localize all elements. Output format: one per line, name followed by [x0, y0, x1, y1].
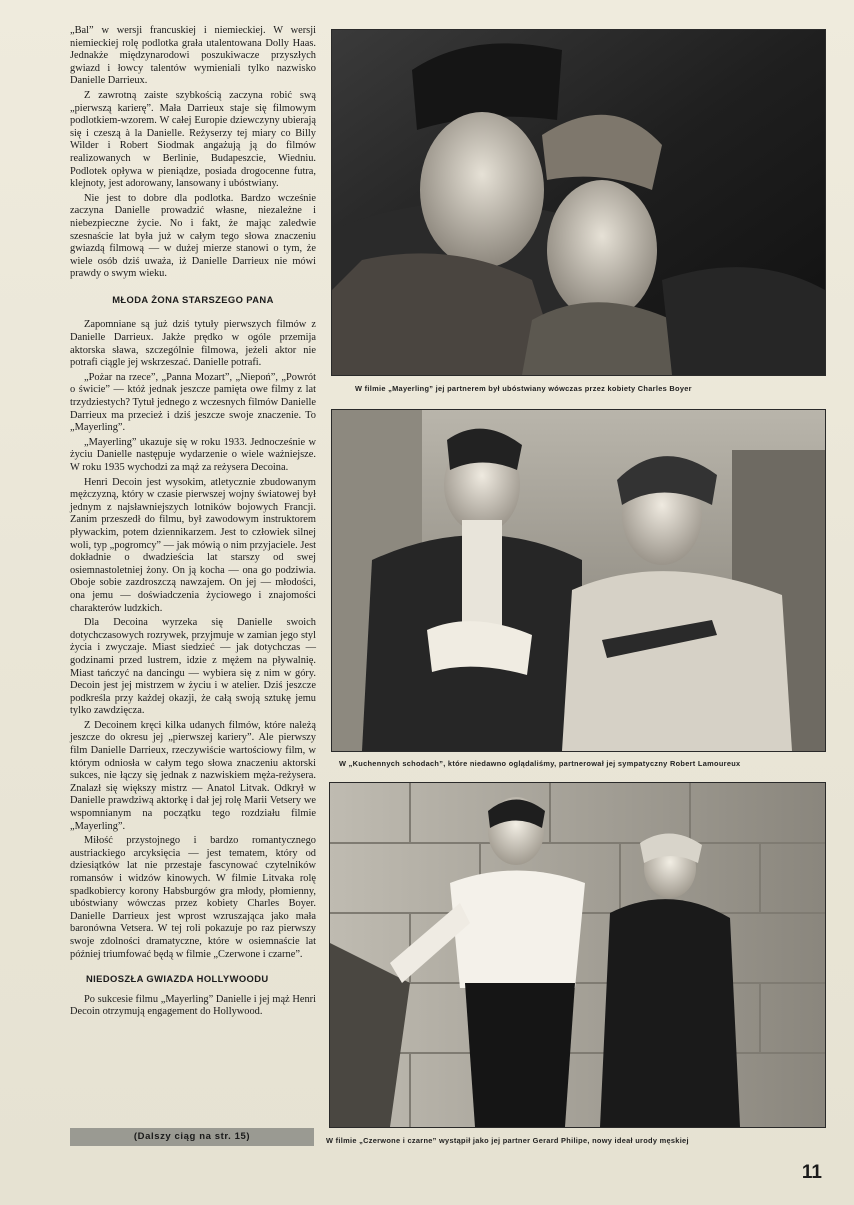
section-heading: NIEDOSZŁA GWIAZDA HOLLYWOODU	[86, 973, 269, 985]
paragraph: Z zawrotną zaiste szybkością zaczyna robić swą „pierwszą karierę”. Mała Darrieux staje się filmowym podlotkiem-wzorem. W całej Europie dziewczyny ubierają się i czeszą à la Danielle. Reżyserzy tej miary co Billy Wilder i Robert Siodmak angażują ją do filmów realizowanych w Berlinie, Budapeszcie, Wiedniu. Podlotek opływa w pieniądze, posiada drogocenne futra, klejnoty, jest adorowany, lansowany i ubóstwiany.	[70, 89, 316, 190]
section-heading: MŁODA ŻONA STARSZEGO PANA	[112, 293, 274, 305]
film-still-kuchenne-schody	[331, 409, 826, 752]
paragraph: „Bal” w wersji francuskiej i niemieckiej. W wersji niemieckiej rolę podlotka grała utalentowana Dolly Haas. Jednakże międzynarodowi poszukiwacze przyszłych gwiazd i łowcy talentów wymieniali tylko nazwisko Danielle Darrieux.	[70, 25, 316, 87]
photo-still-image	[332, 410, 825, 751]
page-number: 11	[801, 1162, 822, 1183]
film-still-mayerling	[331, 29, 826, 376]
article-column	[70, 25, 316, 1021]
paragraph: Dla Decoina wyrzeka się Danielle swoich dotychczasowych rozrywek, przyjmuje w zamian jego styl życia i zwyczaje. Miast siedzieć — jak dotychczas — godzinami przed lustrem, idzie z mężem na pływalnię. Miast tańczyć na dancingu — wybiera się z nim w góry. Decoin jest jej mistrzem w życiu i w atelier. Dziś jeszcze podkreśla przy każdej okazji, że całą swoją sztukę jemu tylko zawdzięcza.	[70, 617, 316, 717]
paragraph: Henri Decoin jest wysokim, atletycznie zbudowanym mężczyzną, który w czasie pierwszej wojny światowej był jednym z najsławniejszych lotników bojowych Francji. Zanim przeszedł do filmu, był zawodowym instruktorem pływackim, potem dziennikarzem. Jest to człowiek silnej woli, typ „pogromcy” — jak mówią o nim przyjaciele. Jest dokładnie o dwadzieścia lat starszy od swej osiemnastoletniej żony. On ją kocha — ona go podziwia. Oboje sobie zazdroszczą nawzajem. On jej — młodości, ona jemu — doświadczenia życiowego i znajomości charakterów ludzkich.	[70, 476, 316, 614]
photo-still-image	[330, 783, 825, 1127]
paragraph: Zapomniane są już dziś tytuły pierwszych filmów z Danielle Darrieux. Jakże prędko w ogóle przemija aktorska sława, szczególnie filmowa, jeżeli aktor nie potrafi ciągle jej wskrzeszać. Danielle potrafi.	[70, 319, 316, 369]
paragraph: „Mayerling” ukazuje się w roku 1933. Jednocześnie w życiu Danielle następuje wydarzenie o wiele ważniejsze. W roku 1935 wychodzi za mąż za reżysera Decoina.	[70, 436, 316, 473]
photo-caption: W filmie „Mayerling” jej partnerem był ubóstwiany wówczas przez kobiety Charles Boyer	[355, 384, 692, 393]
film-still-czerwone-i-czarne	[329, 782, 826, 1128]
paragraph: Nie jest to dobre dla podlotka. Bardzo wcześnie zaczyna Danielle prowadzić własne, niezależne i niebezpieczne życie. No i fakt, że mając zaledwie szesnaście lat była już w całym tego słowa znaczeniu gwiazdą filmową — w dużej mierze stanowi o tym, że wiele osób dziś uważa, iż Danielle Darrieux nie mówi prawdy o swym wieku.	[70, 192, 316, 280]
photo-caption: W „Kuchennych schodach”, które niedawno oglądaliśmy, partnerował jej sympatyczny Robert Lamoureux	[339, 759, 741, 768]
paragraph: Miłość przystojnego i bardzo romantycznego austriackiego arcyksięcia — jest tematem, który od dziesiątków lat nie przestaje fascynować czytelników romansów i widzów kinowych. W filmie Litvaka rolę spadkobiercy korony Habsburgów gra młody, płomienny, ubóstwiany wówczas przez kobiety Charles Boyer. Danielle Darrieux jest wprost wzruszająca jako mała baronówna Vetsera. W tej roli pokazuje po raz pierwszy swoje zdolności dramatyczne, które w osiemnaście lat później triumfować będą w filmie „Czerwone i czarne”.	[70, 835, 316, 960]
photo-still-image	[332, 30, 825, 375]
paragraph: „Pożar na rzece”, „Panna Mozart”, „Niepoń”, „Powrót o świcie” — któż jednak jeszcze pamięta owe filmy z lat trzydziestych? Tytuł jednego z wczesnych filmów Danielle Darrieux ma przecież i dziś jeszcze swoje znaczenie. To „Mayerling”.	[70, 371, 316, 434]
continued-on-page-banner: (Dalszy ciąg na str. 15)	[70, 1128, 314, 1146]
photo-caption: W filmie „Czerwone i czarne” wystąpił jako jej partner Gerard Philipe, nowy ideał urody męskiej	[326, 1136, 689, 1145]
paragraph: Po sukcesie filmu „Mayerling” Danielle i jej mąż Henri Decoin otrzymują engagement do Hollywood.	[70, 993, 316, 1018]
paragraph: Z Decoinem kręci kilka udanych filmów, które należą jeszcze do okresu jej „pierwszej kariery”. Ale pierwszy film Danielle Darrieux, rzeczywiście wartościowy film, w którym odniosła w całym tego słowa znaczeniu aktorski sukces, nie łączy się jednak z nazwiskiem męża-reżysera. Znalazł się większy mistrz — Anatol Litvak. Odkrył w Danielle prawdziwą aktorkę i dał jej rolę Marii Vetsery we wspomnianym na początku tego rozdziału filmie „Mayerling”.	[70, 719, 316, 832]
